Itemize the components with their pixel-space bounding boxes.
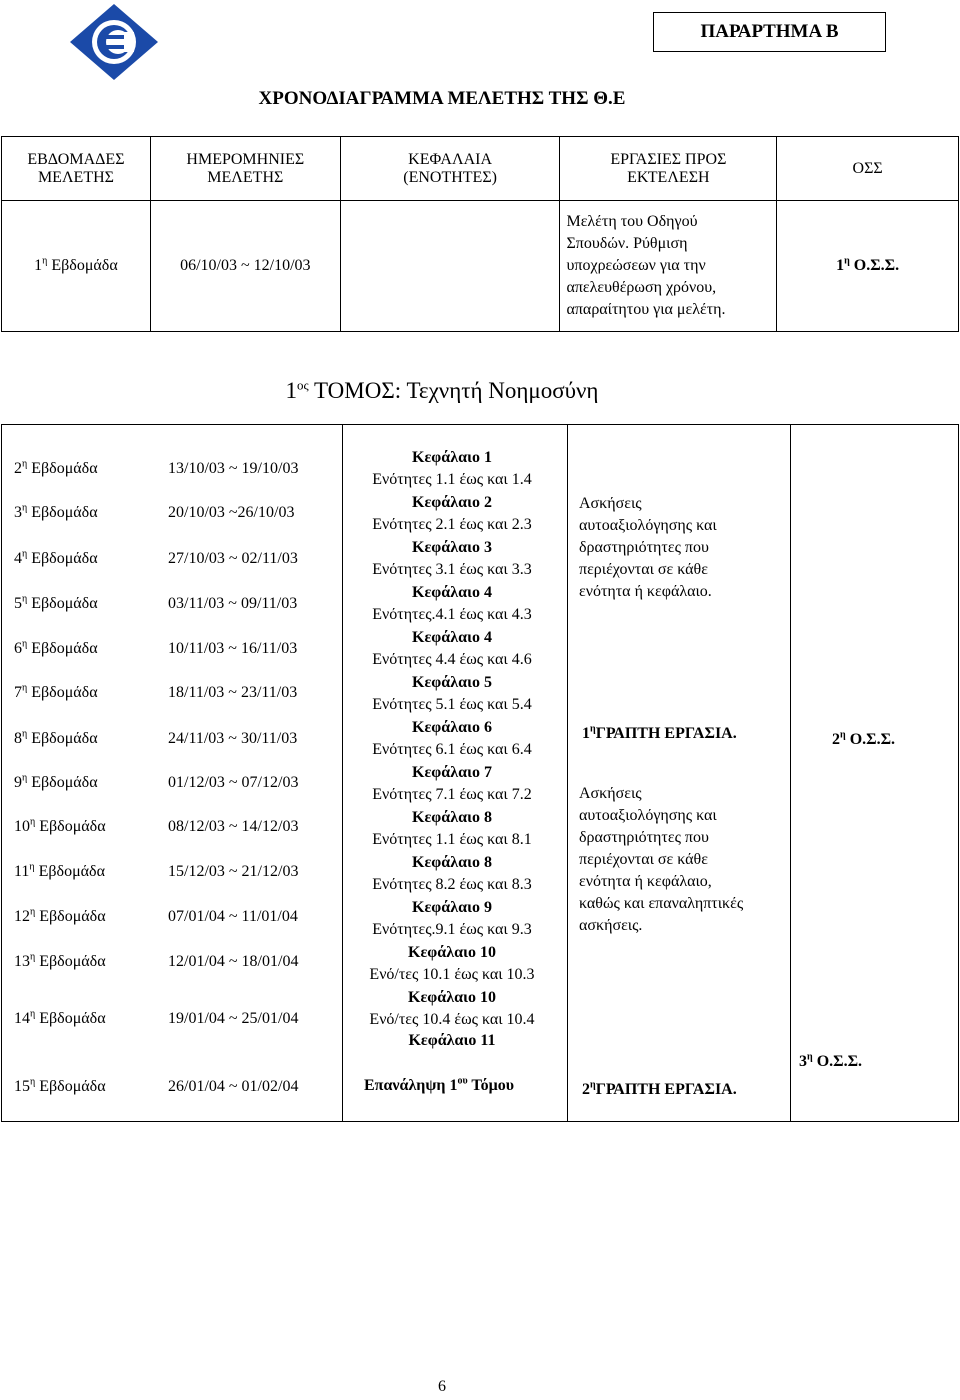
- week-label: $3^\eta$ Εβδομάδα: [14, 502, 98, 521]
- chapter-block: [352, 852, 552, 896]
- week-cell: $1^\eta$ Εβδομάδα: [2, 201, 151, 332]
- chapter-range: Ενότητες 2.1 έως και 2.3: [372, 516, 532, 533]
- header-chapters: ΚΕΦΑΛΑΙΑ (ΕΝΟΤΗΤΕΣ): [340, 137, 560, 201]
- week-label: $7^\eta$ Εβδομάδα: [14, 682, 98, 701]
- chapter-block: [352, 1030, 552, 1052]
- week-label: $10^\eta$ Εβδομάδα: [14, 816, 106, 835]
- week-dates: 07/01/04 ~ 11/01/04: [168, 908, 298, 925]
- week-dates: 13/10/03 ~ 19/10/03: [168, 460, 299, 477]
- document-title: ΧΡΟΝΟΔΙΑΓΡΑΜΜΑ ΜΕΛΕΤΗΣ ΤΗΣ Θ.Ε: [258, 88, 626, 109]
- oss-3-label: $3^\eta$ Ο.Σ.Σ.: [799, 1051, 863, 1070]
- week-dates: 18/11/03 ~ 23/11/03: [168, 684, 298, 701]
- tasks-cell: Μελέτη του Οδηγού Σπουδών. Ρύθμιση υποχρεώσεων για την απελευθέρωση χρόνου, απαραίτητου για μελέτη.: [560, 201, 777, 332]
- chapter-title: Κεφάλαιο 7: [412, 764, 492, 781]
- chapter-range: Ενότητες 1.1 έως και 1.4: [372, 471, 532, 488]
- chapter-block: [352, 582, 552, 626]
- week-label: $15^\eta$ Εβδομάδα: [14, 1076, 106, 1095]
- volume-title: $1^{o\varsigma}$ ΤΟΜΟΣ: Τεχνητή Νοημοσύνη: [285, 377, 599, 403]
- header-tasks: ΕΡΓΑΣΙΕΣ ΠΡΟΣ ΕΚΤΕΛΕΣΗ: [560, 137, 777, 201]
- table-row: [2, 201, 959, 332]
- week-dates: 03/11/03 ~ 09/11/03: [168, 595, 298, 612]
- week-label: $9^\eta$ Εβδομάδα: [14, 772, 98, 791]
- week-dates: 26/01/04 ~ 01/02/04: [168, 1078, 299, 1095]
- chapter-title: Κεφάλαιο 2: [412, 494, 492, 511]
- chapter-range: Ενότητες.9.1 έως και 9.3: [372, 921, 532, 938]
- chapters-cell: [340, 201, 560, 332]
- written-assignment-2: $2^\eta\Gamma PA\Pi TH$ ΕΡΓΑΣΙΑ.: [582, 1079, 737, 1098]
- week-label: $5^\eta$ Εβδομάδα: [14, 593, 98, 612]
- header-row: [2, 137, 959, 201]
- schedule-table: [1, 424, 959, 1122]
- chapter-title: Κεφάλαιο 8: [412, 809, 492, 826]
- dates-cell: 06/10/03 ~ 12/10/03: [150, 201, 340, 332]
- chapter-title: Κεφάλαιο 10: [408, 989, 496, 1006]
- chapter-title: Κεφάλαιο 10: [408, 944, 496, 961]
- header-table: [1, 136, 959, 332]
- week-label: $11^\eta$ Εβδομάδα: [14, 861, 105, 880]
- chapter-title: Κεφάλαιο 4: [412, 629, 492, 646]
- chapter-range: Ενότητες 6.1 έως και 6.4: [372, 741, 532, 758]
- review-label: Επανάληψη $1^{o\upsilon}$ Τόμου: [364, 1075, 514, 1094]
- chapter-range: Ενότητες.4.1 έως και 4.3: [372, 606, 532, 623]
- week-label: $12^\eta$ Εβδομάδα: [14, 906, 106, 925]
- chapter-range: Ενό/τες 10.1 έως και 10.3: [369, 966, 535, 983]
- column-divider: [342, 425, 343, 1121]
- chapter-block: [352, 537, 552, 581]
- week-dates: 15/12/03 ~ 21/12/03: [168, 863, 299, 880]
- week-dates: 20/10/03 ~26/10/03: [168, 504, 295, 521]
- chapter-block: [352, 897, 552, 941]
- chapter-block: [352, 627, 552, 671]
- week-label: $14^\eta$ Εβδομάδα: [14, 1008, 106, 1027]
- written-assignment-1: $1^\eta\Gamma PA\Pi TH$ ΕΡΓΑΣΙΑ.: [582, 723, 737, 742]
- week-dates: 10/11/03 ~ 16/11/03: [168, 640, 298, 657]
- chapter-range: Ενότητες 1.1 έως και 8.1: [372, 831, 532, 848]
- chapter-title: Κεφάλαιο 4: [412, 584, 492, 601]
- chapter-block: [352, 762, 552, 806]
- header-oss: ΟΣΣ: [777, 137, 959, 201]
- chapter-title: Κεφάλαιο 6: [412, 719, 492, 736]
- tasks-block-1: Ασκήσεις αυτοαξιολόγησης και δραστηριότητες που περιέχονται σε κάθε ενότητα ή κεφάλαιο.: [579, 495, 717, 600]
- chapter-range: Ενότητες 8.2 έως και 8.3: [372, 876, 532, 893]
- chapter-title: Κεφάλαιο 9: [412, 899, 492, 916]
- week-label: $6^\eta$ Εβδομάδα: [14, 638, 98, 657]
- organization-logo-icon: [66, 2, 162, 82]
- chapter-range: Ενότητες 4.4 έως και 4.6: [372, 651, 532, 668]
- chapter-block: [352, 987, 552, 1031]
- week-label: $4^\eta$ Εβδομάδα: [14, 548, 98, 567]
- oss-cell: $1^\eta$ Ο.Σ.Σ.: [777, 201, 959, 332]
- week-dates: 01/12/03 ~ 07/12/03: [168, 774, 299, 791]
- chapter-title: Κεφάλαιο 8: [412, 854, 492, 871]
- week-label: $8^\eta$ Εβδομάδα: [14, 728, 98, 747]
- column-divider: [790, 425, 791, 1121]
- appendix-label: ΠΑΡΑΡΤΗΜΑ Β: [653, 12, 886, 52]
- chapter-title: Κεφάλαιο 1: [412, 449, 492, 466]
- week-dates: 08/12/03 ~ 14/12/03: [168, 818, 299, 835]
- week-label: $13^\eta$ Εβδομάδα: [14, 951, 106, 970]
- chapter-title: Κεφάλαιο 11: [408, 1032, 496, 1049]
- chapter-block: [352, 807, 552, 851]
- header-dates: ΗΜΕΡΟΜΗΝΙΕΣ ΜΕΛΕΤΗΣ: [150, 137, 340, 201]
- chapter-range: Ενότητες 5.1 έως και 5.4: [372, 696, 532, 713]
- tasks-block-2: Ασκήσεις αυτοαξιολόγησης και δραστηριότητες που περιέχονται σε κάθε ενότητα ή κεφάλαιο, καθώς και επαναληπτικές ασκήσεις.: [579, 785, 744, 934]
- week-dates: 27/10/03 ~ 02/11/03: [168, 550, 298, 567]
- chapter-block: [352, 717, 552, 761]
- header-weeks: ΕΒΔΟΜΑΔΕΣ ΜΕΛΕΤΗΣ: [2, 137, 151, 201]
- chapter-range: Ενότητες 3.1 έως και 3.3: [372, 561, 532, 578]
- chapter-block: [352, 492, 552, 536]
- chapter-block: [352, 447, 552, 491]
- chapter-block: [352, 942, 552, 986]
- week-dates: 19/01/04 ~ 25/01/04: [168, 1010, 299, 1027]
- page-number: 6: [438, 1378, 446, 1395]
- week-label: $2^\eta$ Εβδομάδα: [14, 458, 98, 477]
- week-dates: 24/11/03 ~ 30/11/03: [168, 730, 298, 747]
- chapter-range: Ενό/τες 10.4 έως και 10.4: [369, 1011, 535, 1028]
- oss-2-label: $2^\eta$ Ο.Σ.Σ.: [832, 729, 896, 748]
- chapter-title: Κεφάλαιο 5: [412, 674, 492, 691]
- chapter-block: [352, 672, 552, 716]
- chapter-title: Κεφάλαιο 3: [412, 539, 492, 556]
- week-dates: 12/01/04 ~ 18/01/04: [168, 953, 299, 970]
- chapter-range: Ενότητες 7.1 έως και 7.2: [372, 786, 532, 803]
- column-divider: [567, 425, 568, 1121]
